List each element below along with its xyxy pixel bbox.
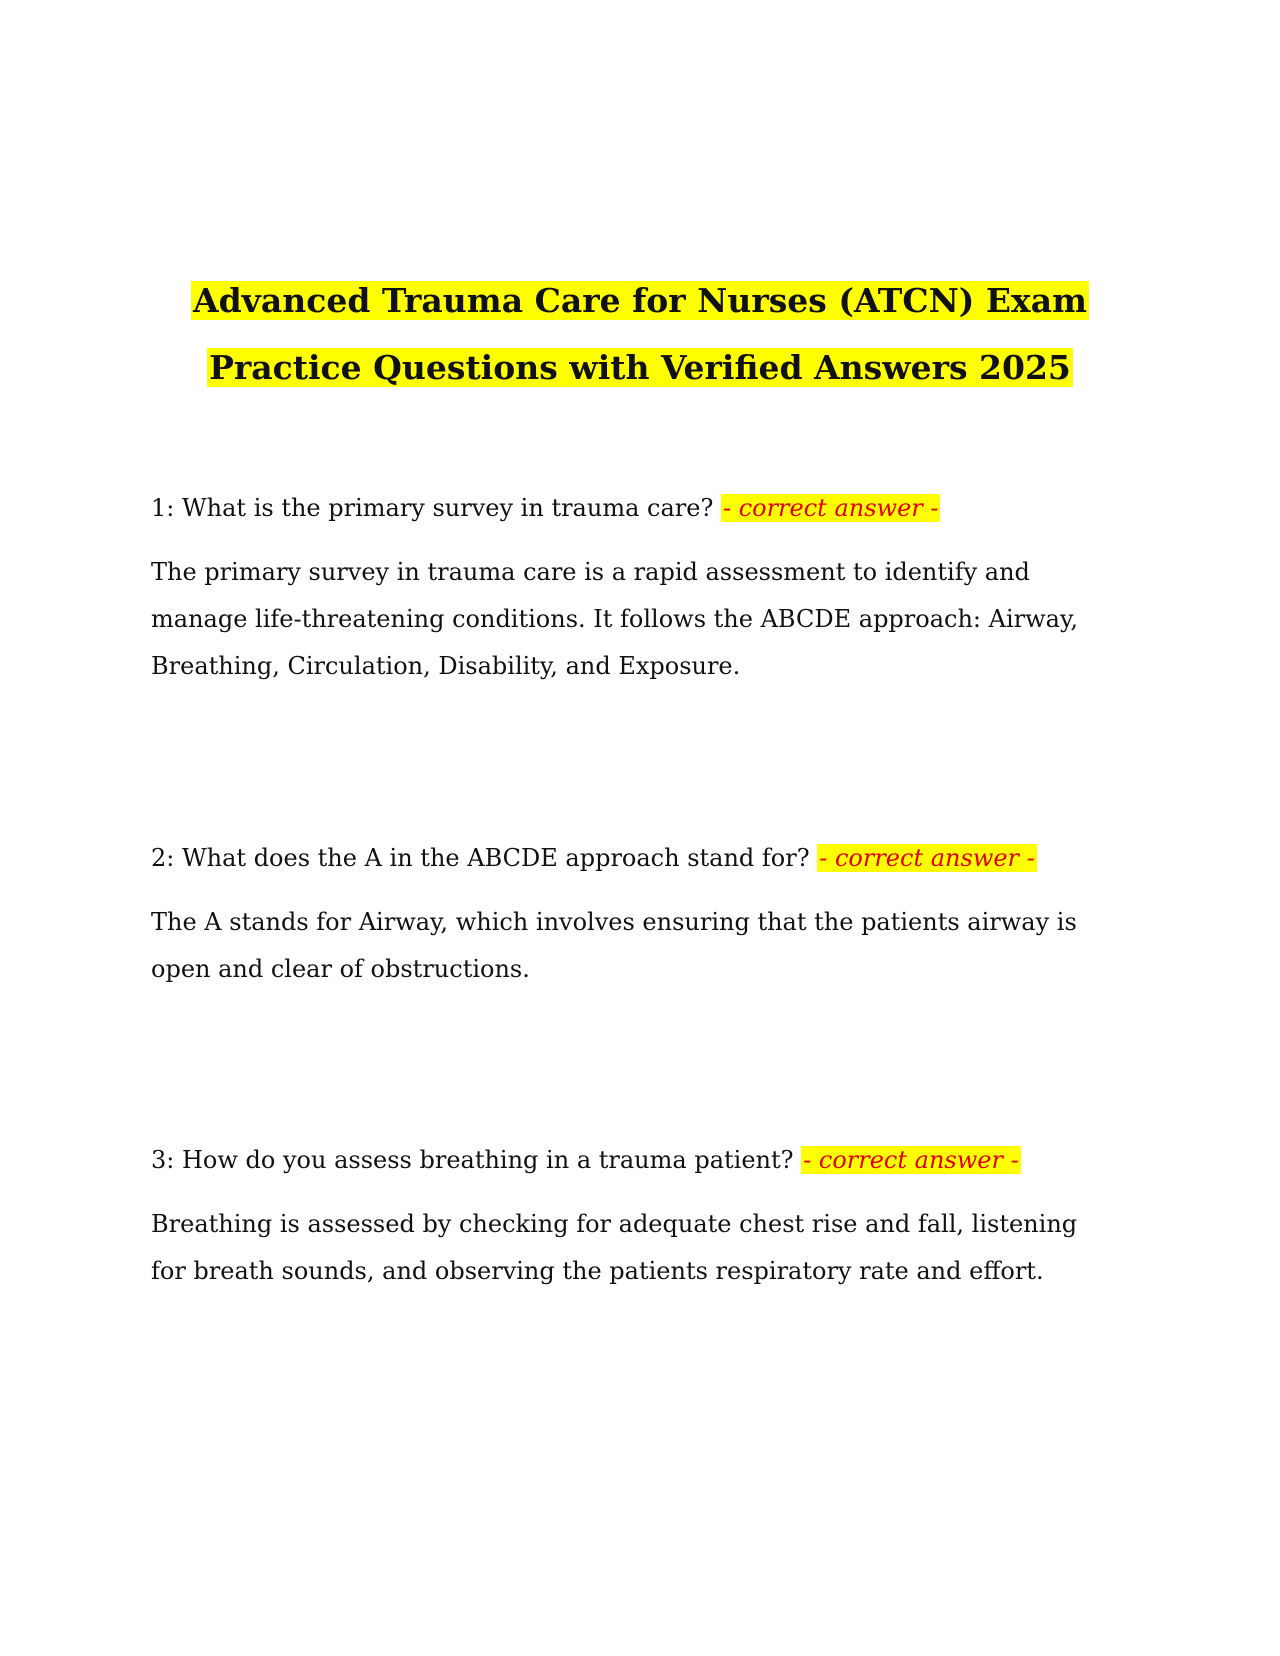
answer-line: open and clear of obstructions. — [151, 955, 530, 983]
answer-line: for breath sounds, and observing the patients respiratory rate and effort. — [151, 1257, 1044, 1285]
answer-line: The primary survey in trauma care is a rapid assessment to identify and — [151, 558, 1030, 586]
correct-answer-tag: - correct answer - — [803, 1146, 1019, 1174]
question-1 — [151, 493, 1151, 523]
question-text: 3: How do you assess breathing in a trauma patient? — [151, 1146, 794, 1174]
answer-line: manage life-threatening conditions. It follows the ABCDE approach: Airway, — [151, 605, 1078, 633]
question-text: 1: What is the primary survey in trauma care? — [151, 494, 714, 522]
answer-line: Breathing is assessed by checking for adequate chest rise and fall, listening — [151, 1210, 1078, 1238]
title-highlight: Advanced Trauma Care for Nurses (ATCN) Exam — [193, 281, 1087, 320]
document-title-line-1 — [100, 280, 1180, 322]
answer-line: The A stands for Airway, which involves ensuring that the patients airway is — [151, 908, 1077, 936]
answer-3 — [151, 1201, 1151, 1295]
correct-answer-tag: - correct answer - — [819, 844, 1035, 872]
question-2 — [151, 843, 1151, 873]
answer-line: Breathing, Circulation, Disability, and Exposure. — [151, 652, 741, 680]
document-title-line-2 — [100, 347, 1180, 389]
title-highlight: Practice Questions with Verified Answers 2025 — [209, 348, 1071, 387]
answer-1 — [151, 549, 1151, 690]
question-3 — [151, 1145, 1151, 1175]
correct-answer-tag: - correct answer - — [722, 494, 939, 522]
answer-2 — [151, 899, 1151, 993]
question-text: 2: What does the A in the ABCDE approach stand for? — [151, 844, 810, 872]
